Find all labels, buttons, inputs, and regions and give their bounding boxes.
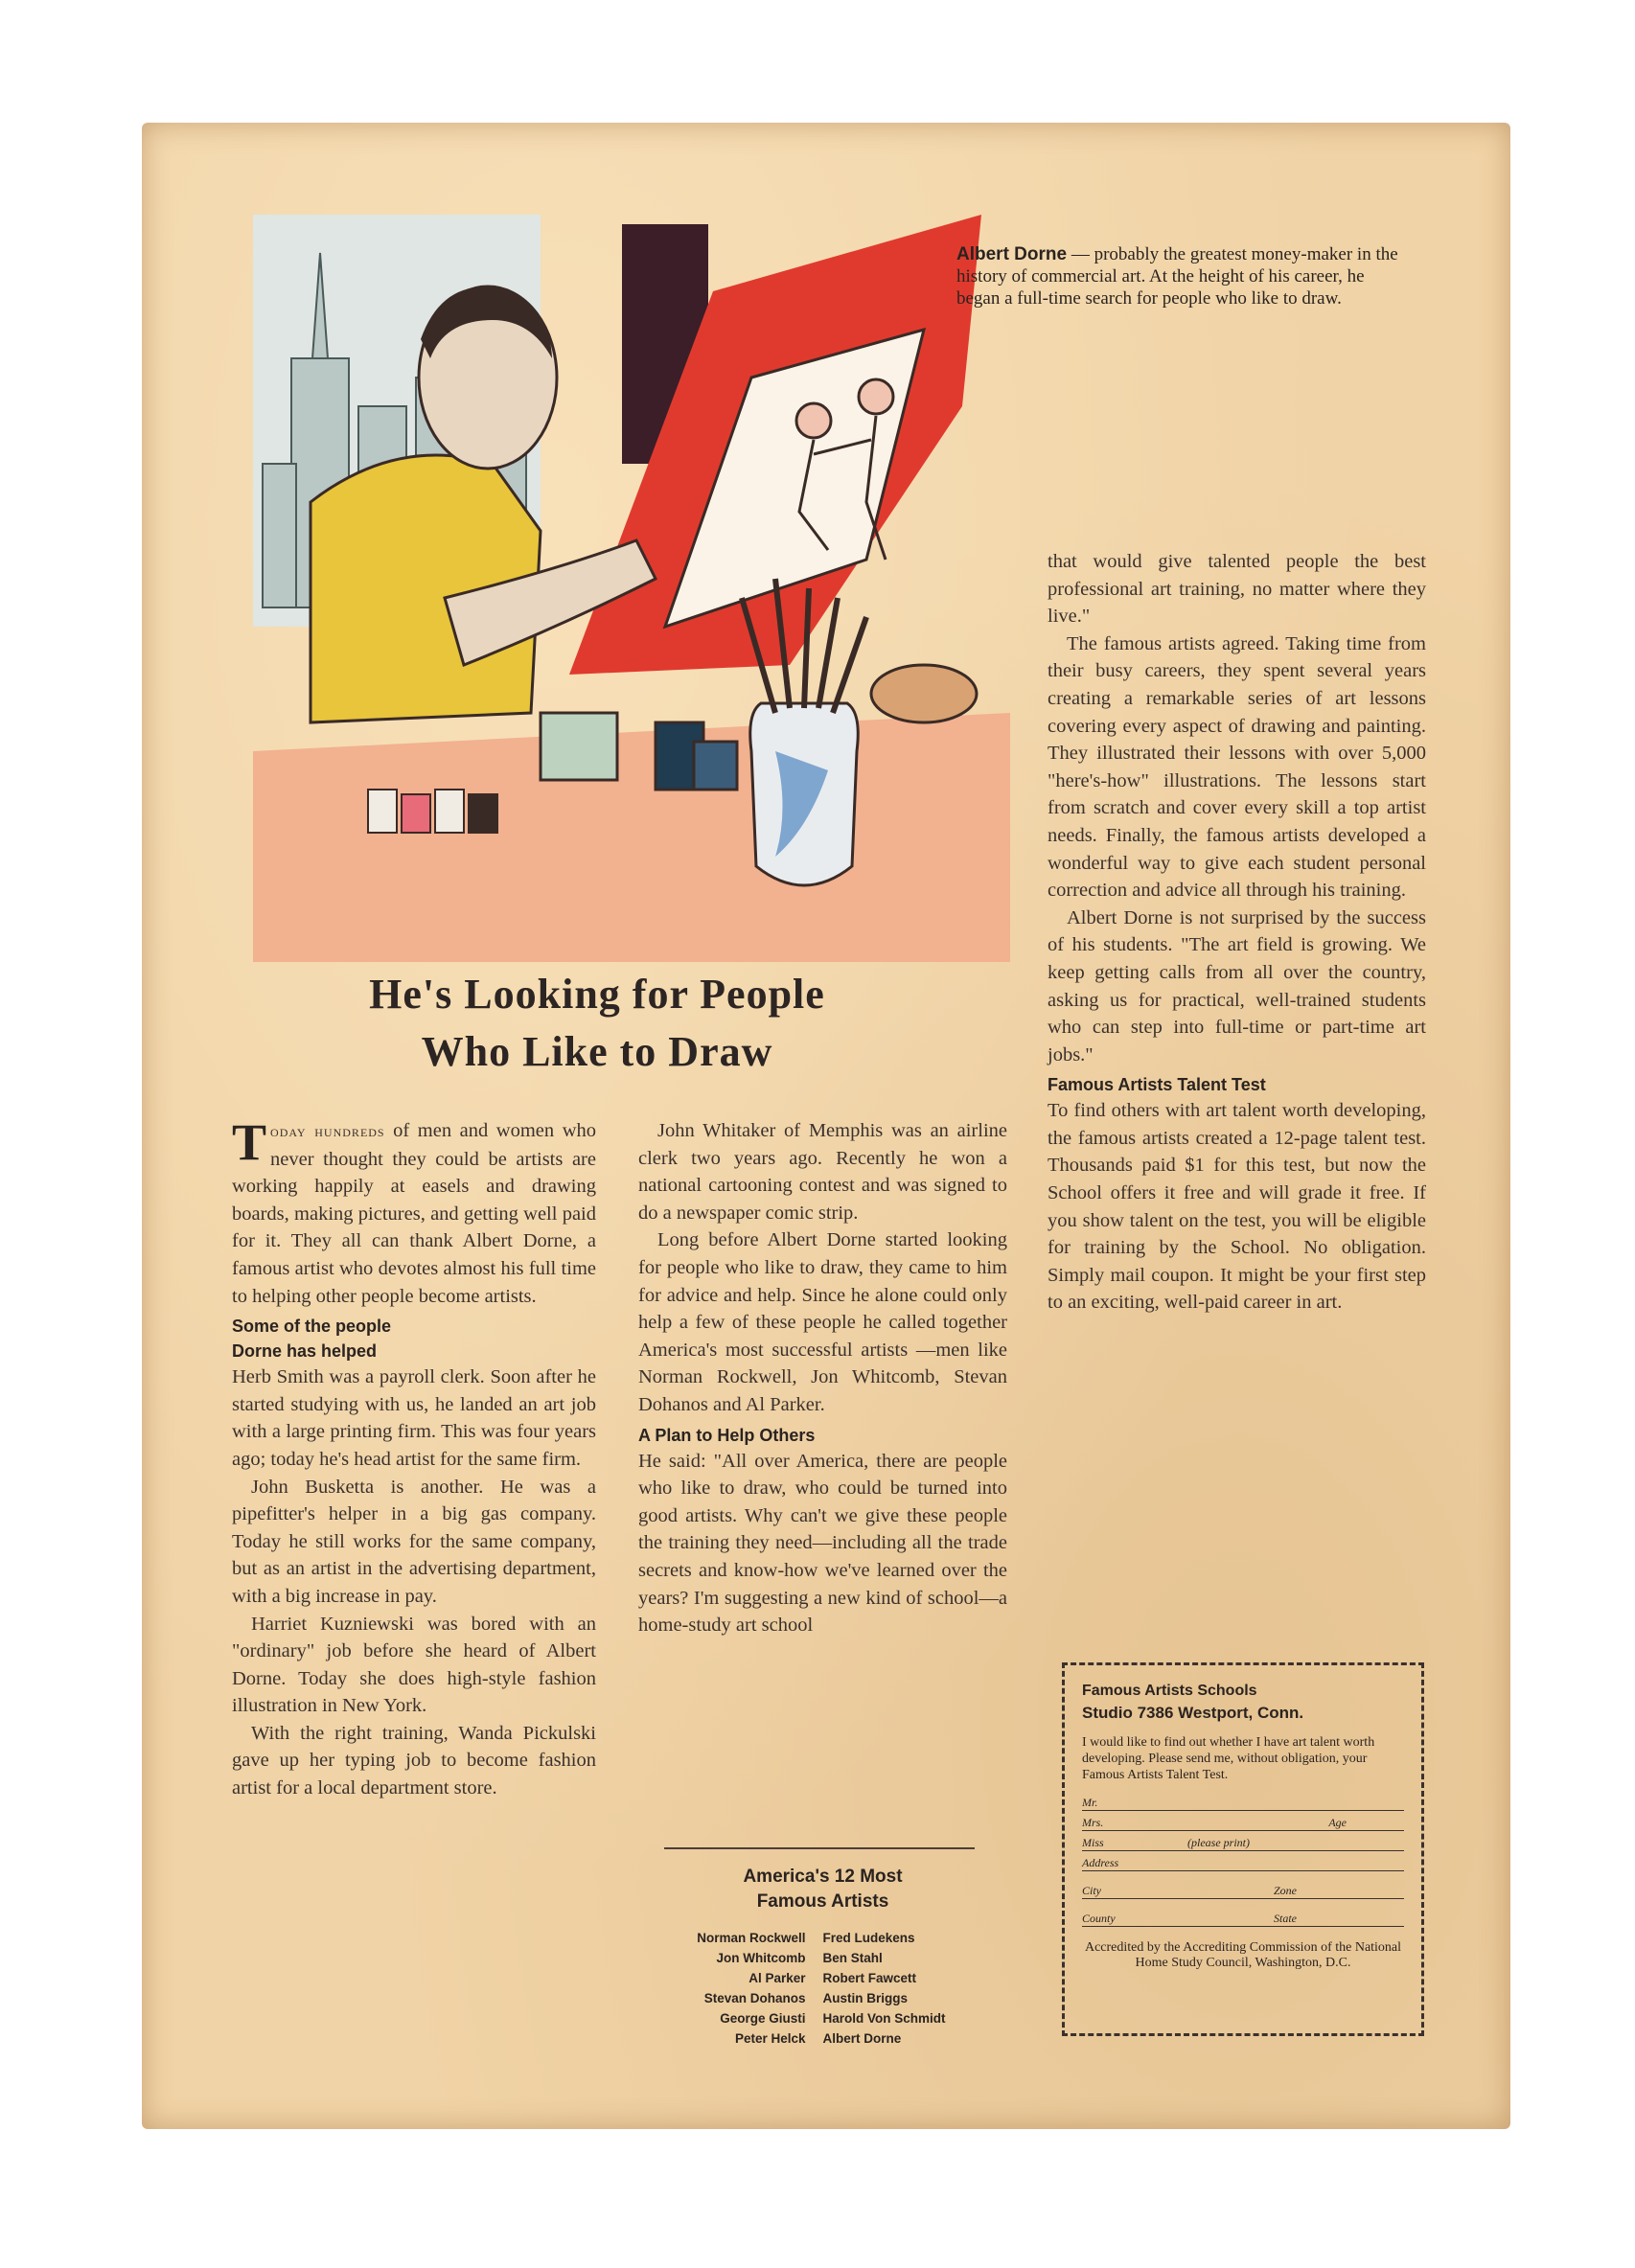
artist-illustration	[253, 215, 1010, 962]
artist-name: George Giusti	[720, 2011, 806, 2026]
coupon-address-line[interactable]: Address	[1082, 1857, 1404, 1871]
coupon-body: I would like to find out whether I have art talent worth developing. Please send me, without obligation, your Famous Artists Talent Test.	[1082, 1735, 1375, 1782]
artist-name: Fred Ludekens	[822, 1931, 915, 1945]
artist-name: Austin Briggs	[822, 1991, 909, 2005]
intro-small-caps: oday hundreds	[270, 1122, 385, 1140]
artist-name: Ben Stahl	[822, 1951, 883, 1965]
intro-paragraph	[232, 1113, 596, 1310]
paragraph-he-said: He said: "All over America, there are people who like to draw, who could be turned into good artists. Why can't we give these people the training they need—including all the trade secrets and know-how we've learned over the years? I'm suggesting a new kind of school—a home-study art school	[638, 1450, 1007, 1637]
desk	[253, 713, 1010, 962]
coupon-mr-line[interactable]: Mr.	[1082, 1797, 1404, 1811]
paragraph-long-before: Long before Albert Dorne started looking for people who like to draw, they came to him for advice and help. Since he alone could only help a few of these people he called together America's most successful artists —men like Norman Rockwell, Jon Whitcomb, Stevan Dohanos and Al Parker.	[638, 1229, 1007, 1415]
caption-text: — probably the greatest money-maker in the history of commercial art. At the height of his career, he began a full-time search for people who like to draw.	[956, 244, 1398, 309]
paragraph-talent-test: To find others with art talent worth developing, the famous artists created a 12-page talent test. Thousands paid $1 for this test, but now the School offers it free and will grade it free. If you show talent on the test, you will be eligible for training by the School. No obligation. Simply mail coupon. It might be your first step to an exciting, well-paid career in art.	[1048, 1100, 1426, 1314]
paragraph-harriet: Harriet Kuzniewski was bored with an "ordinary" job before she heard of Albert Dorne. Today she does high-style fashion illustration in New York.	[232, 1613, 596, 1717]
subhead-plan: A Plan to Help Others	[638, 1425, 816, 1445]
magazine-page	[142, 123, 1510, 2129]
artist-name: Stevan Dohanos	[703, 1991, 806, 2005]
intro-text: of men and women who never thought they could be artists are working happily at easels and drawing boards, making pictures, and getting well paid for it. They all can thank Albert Dorne, a famous artist who devotes almost his full time to helping other people become artists.	[232, 1120, 596, 1307]
artist-name: Norman Rockwell	[697, 1931, 806, 1945]
caption-name: Albert Dorne	[956, 244, 1068, 264]
paragraph-john-busketta: John Busketta is another. He was a pipefitter's helper in a big gas company. Today he still works for the same company, but as an artist in the advertising department, with a big increase in pay.	[232, 1476, 596, 1607]
subhead-talent-test: Famous Artists Talent Test	[1048, 1075, 1266, 1095]
artist-name: Peter Helck	[734, 2031, 806, 2046]
coupon-studio: Studio 7386 Westport, Conn.	[1082, 1704, 1304, 1722]
illustration-caption	[956, 243, 1407, 309]
paragraph-artists-agreed: The famous artists agreed. Taking time from their busy careers, they spent several years creating a remarkable series of art lessons covering every aspect of drawing and painting. They illustrated their lessons with over 5,000 "here's-how" illustrations. The lessons start from scratch and cover every skill a top artist needs. Finally, the famous artists developed a wonderful way to give each student personal correction and advice all through his training.	[1048, 632, 1426, 902]
paragraph-wanda: With the right training, Wanda Pickulski gave up her typing job to become fashion artist for a local department store.	[232, 1722, 596, 1799]
artist-names-left	[638, 1928, 823, 2049]
artist-name: Albert Dorne	[822, 2031, 902, 2046]
headline-line-2: Who Like to Draw	[421, 1028, 773, 1075]
artist-name: Harold Von Schmidt	[822, 2011, 946, 2026]
headline	[247, 966, 947, 1081]
mail-coupon[interactable]	[1062, 1662, 1424, 2036]
drop-cap: T	[232, 1113, 267, 1171]
coupon-miss-line[interactable]: Miss (please print)	[1082, 1837, 1404, 1851]
coupon-name-line[interactable]: Mrs. Age	[1082, 1817, 1404, 1831]
coupon-accredited: Accredited by the Accrediting Commission of the National Home Study Council, Washington, D.C.	[1084, 1940, 1402, 1970]
famous-title-1: America's 12 Most	[743, 1867, 903, 1887]
subhead-people-helped-2: Dorne has helped	[232, 1341, 378, 1362]
artist-name: Jon Whitcomb	[716, 1951, 806, 1965]
coupon-city-line[interactable]: City Zone	[1082, 1885, 1404, 1899]
artist-names-right	[823, 1928, 1008, 2049]
coupon-county-line[interactable]: County State	[1082, 1913, 1404, 1927]
subhead-people-helped-1: Some of the people	[232, 1317, 392, 1337]
divider-rule	[664, 1847, 975, 1849]
paragraph-not-surprised: Albert Dorne is not surprised by the success of his students. "The art field is growing. We keep getting calls from all over the country, asking us for practical, well-trained students who can step into full-time or part-time art jobs."	[1048, 906, 1426, 1065]
column-2	[638, 1117, 1007, 1639]
paragraph-talented: that would give talented people the best professional art training, no matter where they live."	[1048, 551, 1426, 628]
artist-names	[638, 1928, 1007, 2049]
paragraph-herb-smith: Herb Smith was a payroll clerk. Soon after he started studying with us, he landed an art job with a large printing firm. This was four years ago; today he's head artist for the same firm.	[232, 1366, 596, 1470]
column-1	[232, 1113, 596, 1802]
famous-title-2: Famous Artists	[756, 1891, 889, 1912]
coupon-school: Famous Artists Schools	[1082, 1683, 1257, 1699]
column-3	[1048, 548, 1426, 1317]
artist-name: Al Parker	[748, 1971, 806, 1985]
famous-artists-box	[638, 1865, 1007, 2049]
headline-line-1: He's Looking for People	[369, 971, 825, 1018]
artist-name: Robert Fawcett	[822, 1971, 917, 1985]
paragraph-john-whitaker: John Whitaker of Memphis was an airline clerk two years ago. Recently he won a national cartooning contest and was signed to do a newspaper comic strip.	[638, 1120, 1007, 1224]
